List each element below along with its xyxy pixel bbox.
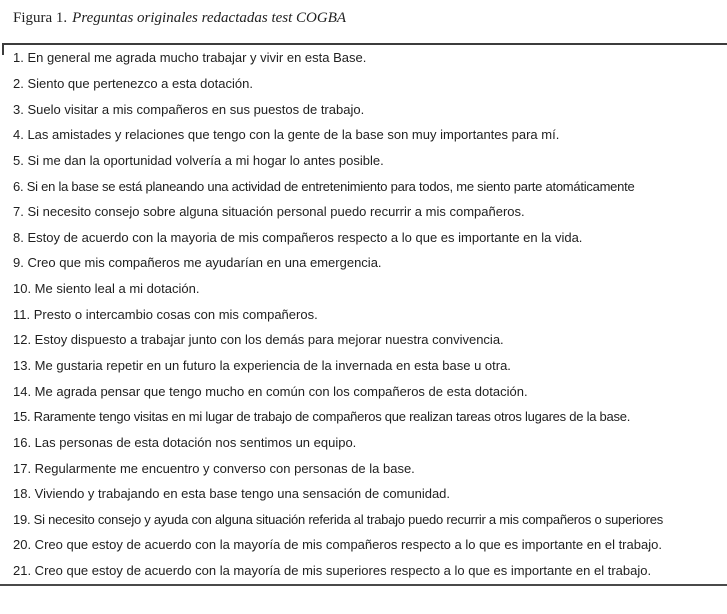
question-item: 21. Creo que estoy de acuerdo con la mayoría de mis superiores respecto a lo que es importante en el trabajo. <box>13 563 652 579</box>
question-item: 9. Creo que mis compañeros me ayudarían en una emergencia. <box>13 255 382 271</box>
question-item: 4. Las amistades y relaciones que tengo con la gente de la base son muy importantes para mí. <box>13 127 560 143</box>
question-item: 12. Estoy dispuesto a trabajar junto con los demás para mejorar nuestra convivencia. <box>13 332 504 348</box>
question-item: 13. Me gustaria repetir en un futuro la experiencia de la invernada en esta base u otra. <box>13 358 511 373</box>
question-item: 14. Me agrada pensar que tengo mucho en común con los compañeros de esta dotación. <box>13 383 528 399</box>
question-item: 1. En general me agrada mucho trabajar y vivir en esta Base. <box>13 50 367 66</box>
question-item: 16. Las personas de esta dotación nos sentimos un equipo. <box>13 434 357 450</box>
question-item: 10. Me siento leal a mi dotación. <box>13 281 200 297</box>
question-item: 5. Si me dan la oportunidad volvería a mi hogar lo antes posible. <box>13 152 384 168</box>
figure-caption <box>13 10 346 27</box>
question-item: 15. Raramente tengo visitas en mi lugar de trabajo de compañeros que realizan tareas otros lugares de la base. <box>13 409 631 425</box>
question-item: 3. Suelo visitar a mis compañeros en sus puestos de trabajo. <box>13 101 365 117</box>
question-item: 7. Si necesito consejo sobre alguna situación personal puedo recurrir a mis compañeros. <box>13 204 525 220</box>
question-list <box>0 45 727 583</box>
table-bottom-border <box>0 584 727 586</box>
question-item: 8. Estoy de acuerdo con la mayoria de mis compañeros respecto a lo que es importante en la vida. <box>13 229 583 245</box>
question-item: 2. Siento que pertenezco a esta dotación. <box>13 75 253 91</box>
question-item: 20. Creo que estoy de acuerdo con la mayoría de mis compañeros respecto a lo que es importante en el trabajo. <box>13 537 662 553</box>
question-item: 19. Si necesito consejo y ayuda con alguna situación referida al trabajo puedo recurrir a mis compañeros o superiores <box>13 511 664 527</box>
question-item: 6. Si en la base se está planeando una actividad de entretenimiento para todos, me siento parte atomáticamente <box>13 178 635 194</box>
figure-caption-label: Figura 1. <box>13 10 68 26</box>
question-item: 18. Viviendo y trabajando en esta base tengo una sensación de comunidad. <box>13 486 451 502</box>
question-item: 17. Regularmente me encuentro y converso con personas de la base. <box>13 460 415 476</box>
question-item: 11. Presto o intercambio cosas con mis compañeros. <box>13 306 318 322</box>
figure-caption-title: Preguntas originales redactadas test COGBA <box>72 10 347 26</box>
